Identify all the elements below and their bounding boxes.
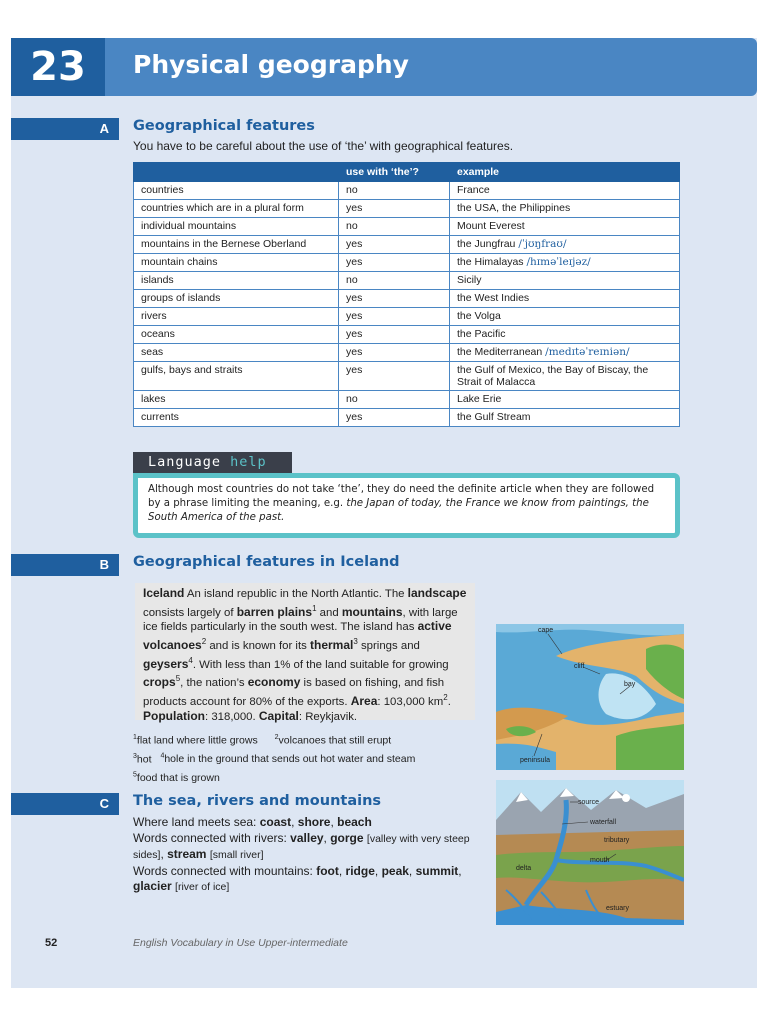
use-the-cell: no xyxy=(339,218,450,236)
table-row xyxy=(134,290,680,308)
section-c-tab: C xyxy=(11,793,119,815)
mountains-line-intro: Words connected with mountains: xyxy=(133,863,317,878)
text-fragment: , with large ice fields particularly in the south west. The island has xyxy=(143,606,458,634)
mountains-line: Words connected with mountains: foot, ridge, peak, summit, glacier [river of ice] xyxy=(133,863,462,893)
section-b-tab: B xyxy=(11,554,119,576)
example-cell xyxy=(450,272,680,290)
pronunciation: /ˈjʊŋfraʊ/ xyxy=(518,238,567,250)
text-fragment: . With less than 1% of the land suitable for growing xyxy=(192,658,449,671)
section-a-title: Geographical features xyxy=(133,118,315,134)
table-row xyxy=(134,391,680,409)
feature-cell: islands xyxy=(134,272,339,290)
footnote-3 xyxy=(133,749,152,768)
example-cell xyxy=(450,182,680,200)
footnote-ref: 3 xyxy=(353,637,358,647)
sea-line: Where land meets sea: coast, shore, beach xyxy=(133,815,372,829)
example-cell xyxy=(450,254,680,272)
use-the-cell: no xyxy=(339,391,450,409)
footnote-text: volcanoes that still erupt xyxy=(278,734,392,747)
example-text: the West Indies xyxy=(457,292,530,304)
book-title: English Vocabulary in Use Upper-intermediate xyxy=(133,937,348,949)
text-fragment: springs and xyxy=(357,639,420,652)
word-summit: summit xyxy=(415,863,459,878)
example-cell xyxy=(450,218,680,236)
table-row xyxy=(134,236,680,254)
coastline-drawing xyxy=(496,624,684,770)
example-cell xyxy=(450,290,680,308)
feature-cell: lakes xyxy=(134,391,339,409)
unit-number: 23 xyxy=(11,38,105,96)
example-text: Mount Everest xyxy=(457,220,525,232)
example-cell xyxy=(450,326,680,344)
word-barren-plains: barren plains xyxy=(236,604,313,619)
superscript-2: 2 xyxy=(443,692,448,702)
footnote-1 xyxy=(133,730,258,749)
unit-header xyxy=(11,38,757,96)
label-peninsula: peninsula xyxy=(520,757,550,764)
text-fragment: An island republic in the North Atlantic. The xyxy=(184,588,408,600)
table-row xyxy=(134,308,680,326)
language-help-word2: help xyxy=(230,454,267,470)
example-cell xyxy=(450,200,680,218)
feature-cell: groups of islands xyxy=(134,290,339,308)
language-help-text: Although most countries do not take ‘the’, they do need the definite article when they are followed by a phrase limiting the meaning, e.g. xyxy=(148,484,655,509)
example-text: the Pacific xyxy=(457,328,506,340)
feature-cell: rivers xyxy=(134,308,339,326)
example-text: Lake Erie xyxy=(457,393,502,405)
rivers-line-intro: Words connected with rivers: xyxy=(133,830,291,845)
footnote-number: 1 xyxy=(133,734,137,741)
section-b-title: Geographical features in Iceland xyxy=(133,554,400,570)
footnote-ref: 1 xyxy=(312,603,317,613)
word-active-volcanoes: active volcanoes xyxy=(143,619,452,652)
example-text: the Gulf Stream xyxy=(457,411,531,423)
word-coast: coast xyxy=(259,815,292,829)
text-fragment: consists largely of xyxy=(143,606,237,619)
word-mountains: mountains xyxy=(341,604,403,619)
section-c-title: The sea, rivers and mountains xyxy=(133,793,382,809)
word-peak: peak xyxy=(381,863,409,878)
footnote-ref: 5 xyxy=(175,674,181,684)
text-fragment: : Reykjavik. xyxy=(298,710,358,723)
word-thermal: thermal xyxy=(310,637,354,652)
feature-cell: mountains in the Bernese Oberland xyxy=(134,236,339,254)
use-the-cell: yes xyxy=(339,409,450,427)
example-cell xyxy=(450,236,680,254)
footnote-2 xyxy=(275,730,392,749)
text-fragment: and is known for its xyxy=(206,639,310,652)
use-the-cell: yes xyxy=(339,308,450,326)
label-mouth: mouth xyxy=(590,857,610,864)
label-tributary: tributary xyxy=(604,837,630,844)
table-row xyxy=(134,344,680,362)
word-capital: Capital xyxy=(258,708,299,723)
example-cell xyxy=(450,308,680,326)
table-row xyxy=(134,218,680,236)
table-header-use: use with ‘the’? xyxy=(339,163,450,182)
word-glacier: glacier xyxy=(133,879,172,893)
label-delta: delta xyxy=(516,865,532,872)
example-text: the Volga xyxy=(457,310,501,322)
table-row xyxy=(134,200,680,218)
use-the-cell: yes xyxy=(339,254,450,272)
feature-cell: currents xyxy=(134,409,339,427)
word-iceland: Iceland xyxy=(143,586,185,600)
footnote-number: 5 xyxy=(133,771,137,778)
footnote-text: hole in the ground that sends out hot water and steam xyxy=(164,753,416,765)
text-fragment: , the nation’s xyxy=(180,677,248,690)
section-c-text xyxy=(133,815,478,896)
use-the-cell: yes xyxy=(339,344,450,362)
label-cliff: cliff xyxy=(574,663,585,670)
footnote-text: flat land where little grows xyxy=(136,734,258,747)
river-illustration xyxy=(496,780,684,925)
text-fragment: : 103,000 km xyxy=(377,695,444,708)
label-waterfall: waterfall xyxy=(590,819,617,826)
example-text: the Mediterranean xyxy=(457,346,543,358)
table-header-example: example xyxy=(450,163,680,182)
label-cape: cape xyxy=(538,627,554,634)
word-stream: stream xyxy=(167,847,207,861)
river-drawing xyxy=(496,780,684,925)
coastline-illustration xyxy=(496,624,684,770)
table-row xyxy=(134,362,680,391)
section-a-intro: You have to be careful about the use of ‘the’ with geographical features. xyxy=(133,139,514,153)
rivers-line: Words connected with rivers: valley, gorge [valley with very steep sides], stream [small river] xyxy=(133,830,470,861)
table-row xyxy=(134,254,680,272)
example-text: France xyxy=(457,184,490,196)
example-cell xyxy=(450,344,680,362)
text-fragment: and xyxy=(316,606,342,619)
sea-line-intro: Where land meets sea: xyxy=(133,815,260,829)
use-the-cell: no xyxy=(339,272,450,290)
use-the-cell: yes xyxy=(339,290,450,308)
footnote-ref: 2 xyxy=(201,637,207,647)
footnote-number: 4 xyxy=(160,752,165,760)
section-a-tab: A xyxy=(11,118,119,140)
gloss-stream: [small river] xyxy=(209,849,264,861)
table-row xyxy=(134,409,680,427)
footnote-text: hot xyxy=(136,753,152,765)
geographical-features-table xyxy=(133,162,680,427)
example-text: the Himalayas xyxy=(457,256,524,268)
gloss-glacier: [river of ice] xyxy=(175,881,230,893)
word-geysers: geysers xyxy=(143,656,189,671)
example-text: the Gulf of Mexico, the Bay of Biscay, the Strait of Malacca xyxy=(457,364,649,388)
page xyxy=(11,38,757,988)
label-estuary: estuary xyxy=(606,905,629,912)
example-text: the Jungfrau xyxy=(457,238,516,250)
word-population: Population xyxy=(143,708,205,723)
label-source: source xyxy=(578,799,600,806)
use-the-cell: yes xyxy=(339,326,450,344)
feature-cell: countries xyxy=(134,182,339,200)
feature-cell: oceans xyxy=(134,326,339,344)
pronunciation: /hɪməˈleɪjəz/ xyxy=(526,256,591,268)
example-cell xyxy=(450,362,680,391)
word-beach: beach xyxy=(337,815,372,829)
example-cell xyxy=(450,391,680,409)
use-the-cell: yes xyxy=(339,362,450,391)
footnote-number: 3 xyxy=(133,752,137,760)
word-area: Area xyxy=(350,693,378,708)
page-number: 52 xyxy=(45,937,58,949)
example-text: Sicily xyxy=(457,274,482,286)
footnote-4 xyxy=(160,753,415,765)
footnote-5 xyxy=(133,772,220,784)
text-fragment: is based on fishing, and fish products account for 80% of the exports. xyxy=(143,677,445,708)
table-row xyxy=(134,182,680,200)
example-text: the USA, the Philippines xyxy=(457,202,571,214)
language-help-box xyxy=(133,473,680,538)
language-help-word1: Language xyxy=(148,454,222,470)
feature-cell: countries which are in a plural form xyxy=(134,200,339,218)
word-foot: foot xyxy=(316,863,339,878)
table-header-row xyxy=(134,163,680,182)
table-header-feature xyxy=(134,163,339,182)
word-gorge: gorge xyxy=(330,830,364,845)
footnotes xyxy=(133,730,433,786)
table-row xyxy=(134,272,680,290)
word-valley: valley xyxy=(290,830,324,845)
pronunciation: /medɪtəˈreɪniən/ xyxy=(545,346,630,358)
feature-cell: mountain chains xyxy=(134,254,339,272)
footnote-text: food that is grown xyxy=(136,771,220,784)
label-bay: bay xyxy=(624,681,636,688)
use-the-cell: yes xyxy=(339,236,450,254)
example-cell xyxy=(450,409,680,427)
unit-title: Physical geography xyxy=(133,50,409,79)
footnote-ref: 4 xyxy=(188,655,193,665)
gloss-gorge: [valley with very steep sides] xyxy=(133,832,470,861)
use-the-cell: yes xyxy=(339,200,450,218)
word-shore: shore xyxy=(297,815,331,829)
language-help-examples: the Japan of today, the France we know from paintings, the South America of the past. xyxy=(148,498,649,523)
text-fragment: : 318,000. xyxy=(205,710,259,723)
text-fragment: . xyxy=(447,695,451,708)
word-crops: crops xyxy=(143,675,176,690)
feature-cell: gulfs, bays and straits xyxy=(134,362,339,391)
word-economy: economy xyxy=(247,675,301,690)
iceland-text-box xyxy=(135,583,475,723)
language-help-label xyxy=(133,452,292,473)
footnote-number: 2 xyxy=(274,734,279,741)
table-row xyxy=(134,326,680,344)
word-landscape: landscape xyxy=(407,586,467,600)
feature-cell: individual mountains xyxy=(134,218,339,236)
word-ridge: ridge xyxy=(345,863,375,878)
feature-cell: seas xyxy=(134,344,339,362)
use-the-cell: no xyxy=(339,182,450,200)
